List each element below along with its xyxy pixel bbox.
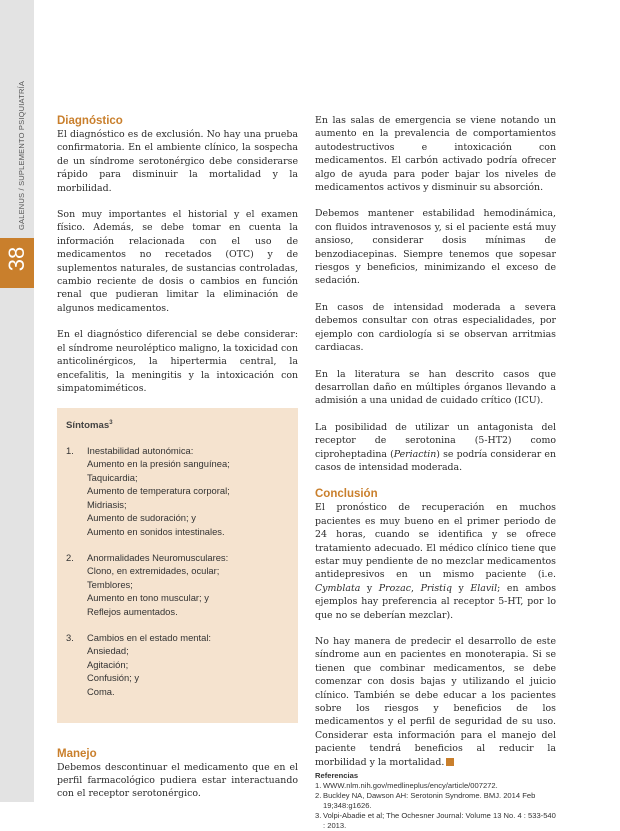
end-mark-icon	[446, 758, 454, 766]
references	[315, 771, 556, 831]
diagnostico-heading: Diagnóstico	[57, 115, 123, 127]
paragraph: Son muy importantes el historial y el examen físico. Además, se debe tomar en cuenta la información relacionada con el uso de medicamentos no recetados (OTC) y de suplementos naturales, de sustancias controladas, cambio reciente de dosis o cambios en función renal que pudieran limitar la eliminación de algunos medicamentos.	[57, 209, 298, 314]
references-title: Referencias	[315, 771, 359, 781]
conclusion-heading: Conclusión	[315, 488, 378, 501]
paragraph: En las salas de emergencia se viene notando un aumento en la prevalencia de comportamientos autodestructivos e intoxicación con medicamentos. El carbón activado podría ofrecer algo de ayuda para poder bajar los niveles de medicamentos activos y disminuir su absorción.	[315, 115, 556, 194]
list-item: 3. Cambios en el estado mental: Ansiedad; Agitación; Confusión; y Coma.	[66, 631, 212, 697]
manejo-heading: Manejo	[57, 747, 97, 760]
symptoms-title: Síntomas$^3$	[66, 420, 113, 432]
running-head: GALENUS / SUPLEMENTO PSIQUIATRÍA	[17, 80, 26, 230]
paragraph: El pronóstico de recuperación en muchos pacientes es muy bueno en el primer periodo de 24 horas, cuando se identifica y se ofrece tratamiento adecuado. El médico clínico tiene que estar muy pendiente de no mezclar medicamentos antidepresivos en un mismo paciente (i.e. Cymblata y Prozac, Pristiq y Elavil; en ambos ejemplos hay preferencia al receptor 5-HT, por lo que no se deberían mezclar).	[315, 502, 557, 621]
paragraph: Debemos mantener estabilidad hemodinámica, con fluidos intravenosos y, si el paciente está muy ansioso, considerar dosis mínimas de benzodiacepinas. Siempre tenemos que sopesar riesgos y beneficios, minimizando el exceso de sedación.	[315, 208, 556, 287]
reference-item: 2. Buckley NA, Dawson AH: Serotonin Syndrome. BMJ. 2014 Feb 19;348:g1626.	[315, 791, 536, 811]
paragraph: Debemos descontinuar el medicamento que en el perfil farmacológico pudiera estar interactuando con el receptor serotonérgico.	[57, 761, 298, 800]
symptoms-list	[66, 444, 288, 699]
list-item: 2. Anormalidades Neuromusculares: Clono, en extremidades, ocular; Temblores; Aumento en tono muscular; y Reflejos aumentados.	[66, 551, 229, 618]
right-column	[315, 114, 556, 831]
paragraph: No hay manera de predecir el desarrollo de este síndrome aun en pacientes en monoterapia. Si se tienen que combinar medicamentos, se debe comenzar con dosis bajas y utilizando el juicio clínico. También se debe educar a los pacientes sobre los riesgos y beneficios de los medicamentos y el perfil de seguridad de su uso. Considerar esta información para el manejo del paciente tendrá beneficios al reducir la morbilidad y la mortalidad.	[315, 636, 556, 768]
paragraph: El diagnóstico es de exclusión. No hay una prueba confirmatoria. En el ambiente clínico, la sospecha de un síndrome serotonérgico debe considerarse rápido para disminuir la mortalidad y la morbilidad.	[57, 129, 298, 194]
paragraph: En casos de intensidad moderada a severa debemos consultar con otras especialidades, por ejemplo con cardiología si se observan arritmias cardiacas.	[315, 301, 556, 354]
reference-item: 1. WWW.nlm.nih.gov/medlineplus/ency/article/007272.	[315, 781, 498, 791]
left-column	[57, 114, 298, 814]
paragraph: La posibilidad de utilizar un antagonista del receptor de serotonina (5-HT2) como ciproheptadina (Periactin) se podría considerar en casos de intensidad moderada.	[315, 421, 556, 473]
symptoms-box	[57, 408, 298, 722]
page-number: 38	[4, 246, 29, 272]
list-item: 1. Inestabilidad autonómica: Aumento en la presión sanguínea; Taquicardia; Aumento de temperatura corporal; Midriasis; Aumento de sudoración; y Aumento en sonidos intestinales.	[66, 444, 230, 538]
reference-item: 3. Volpi-Abadie et al; The Ochesner Journal: Volume 13 No. 4 : 533-540 : 2013.	[315, 811, 556, 831]
paragraph: En el diagnóstico diferencial se debe considerar: el síndrome neuroléptico maligno, la toxicidad con anticolinérgicos, la hipertermia central, la encefalitis, la meningitis y la intoxicación con simpatomiméticos.	[57, 329, 298, 394]
paragraph: En la literatura se han descrito casos que desarrollan daño en múltiples órganos llevando a admisión a una unidad de cuidado crítico (ICU).	[315, 368, 556, 407]
